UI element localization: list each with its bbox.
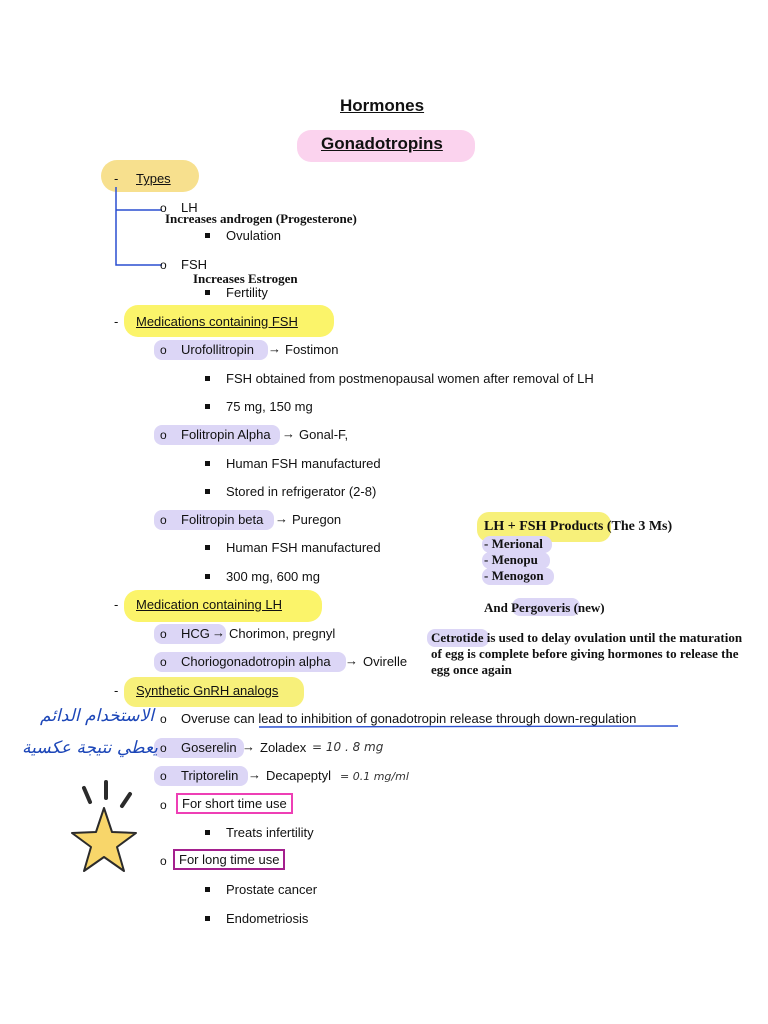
gnrh-heading: Synthetic GnRH analogs [136,683,279,698]
fsh-label: FSH [181,257,207,272]
lh-note: Increases androgen (Progesterone) [165,211,357,226]
square-bullet [205,545,210,550]
arrow-icon: → [345,653,358,668]
pergoveris-prefix: And [484,600,512,615]
drug-detail: 75 mg, 150 mg [226,399,313,414]
arrow-icon: → [275,511,288,526]
square-bullet [205,461,210,466]
circle-bullet: o [160,428,167,442]
overuse-underline [258,724,682,730]
square-bullet [205,404,210,409]
page-subtitle: Gonadotropins [321,134,443,153]
cetrotide-line-3: egg once again [431,662,512,677]
square-bullet [205,233,210,238]
handwritten-arabic-note: يعطي نتيجة عكسية [22,738,158,758]
drug-detail: Stored in refrigerator (2-8) [226,484,377,499]
drug-brand: Chorimon, pregnyl [229,626,336,641]
square-bullet [205,290,210,295]
drug-detail: Human FSH manufactured [226,540,381,555]
drug-brand: Zoladex [260,740,307,755]
cetrotide-text: is used to delay ovulation until the maturation [483,630,743,645]
arrow-icon: → [242,739,255,754]
lh-meds-heading: Medication containing LH [136,597,282,612]
fsh-meds-heading: Medications containing FSH [136,314,298,329]
dash: - [114,683,119,698]
square-bullet [205,574,210,579]
long-use-detail: Prostate cancer [226,882,318,897]
arrow-icon: → [268,341,281,356]
cetrotide-name: Cetrotide [431,630,484,645]
circle-bullet: o [160,513,167,527]
star-icon [64,780,144,880]
overuse-text: Overuse can lead to inhibition of gonadotropin release through down-regulation [181,711,637,726]
lhfsh-title [484,519,672,535]
lh-label: LH [181,200,198,215]
types-heading: Types [136,171,171,186]
handwritten-arabic-note: الاستخدام الدائم [40,706,154,726]
arrow-icon: → [282,426,295,441]
product-item: - Menopu [484,552,538,567]
dash: - [114,171,119,186]
drug-brand: Puregon [292,512,342,527]
lhfsh-title-text: LH + FSH Products [484,519,604,534]
fsh-note: Increases Estrogen [193,271,298,286]
cetrotide-line-2: of egg is complete before giving hormones to release the [431,646,739,661]
circle-bullet: o [160,655,167,669]
circle-bullet: o [160,201,167,215]
circle-bullet: o [160,258,167,272]
fsh-sub: Fertility [226,285,268,300]
dash: - [114,597,119,612]
square-bullet [205,830,210,835]
long-use-box: For long time use [173,849,285,870]
pergoveris-line [484,600,605,616]
lh-sub: Ovulation [226,228,281,243]
short-use-detail: Treats infertility [226,825,314,840]
circle-bullet: o [160,627,167,641]
dash: - [114,314,119,329]
handwritten-dose: = 0.1 mg/ml [340,770,409,783]
drug-name: Urofollitropin [181,342,254,357]
square-bullet [205,916,210,921]
drug-brand: Decapeptyl [266,768,332,783]
drug-detail: Human FSH manufactured [226,456,381,471]
drug-detail: FSH obtained from postmenopausal women after removal of LH [226,371,594,386]
drug-name: Folitropin beta [181,512,264,527]
drug-brand: Fostimon [285,342,339,357]
long-use-detail: Endometriosis [226,911,309,926]
square-bullet [205,489,210,494]
circle-bullet: o [160,769,167,783]
drug-name: Goserelin [181,740,237,755]
page-title: Hormones [340,96,425,115]
circle-bullet: o [160,741,167,755]
circle-bullet: o [160,798,167,812]
pergoveris-suffix: (new) [570,600,605,615]
arrow-icon: → [248,767,261,782]
drug-name: Choriogonadotropin alpha [181,654,331,669]
circle-bullet: o [160,712,167,726]
drug-name: Triptorelin [181,768,239,783]
drug-name: HCG [181,626,210,641]
drug-detail: 300 mg, 600 mg [226,569,320,584]
short-use-box: For short time use [176,793,293,814]
cetrotide-line-1 [431,630,742,646]
lhfsh-title-paren: (The 3 Ms) [606,519,673,534]
drug-brand: Gonal-F, [299,427,349,442]
drug-name: Folitropin Alpha [181,427,271,442]
handwritten-dose: = 10 . 8 mg [312,740,384,754]
circle-bullet: o [160,343,167,357]
arrow-icon: → [212,625,225,640]
square-bullet [205,887,210,892]
square-bullet [205,376,210,381]
product-item: - Merional [484,536,543,551]
circle-bullet: o [160,854,167,868]
drug-brand: Ovirelle [363,654,408,669]
pergoveris-name: Pergoveris [511,600,571,615]
product-item: - Menogon [484,568,544,583]
